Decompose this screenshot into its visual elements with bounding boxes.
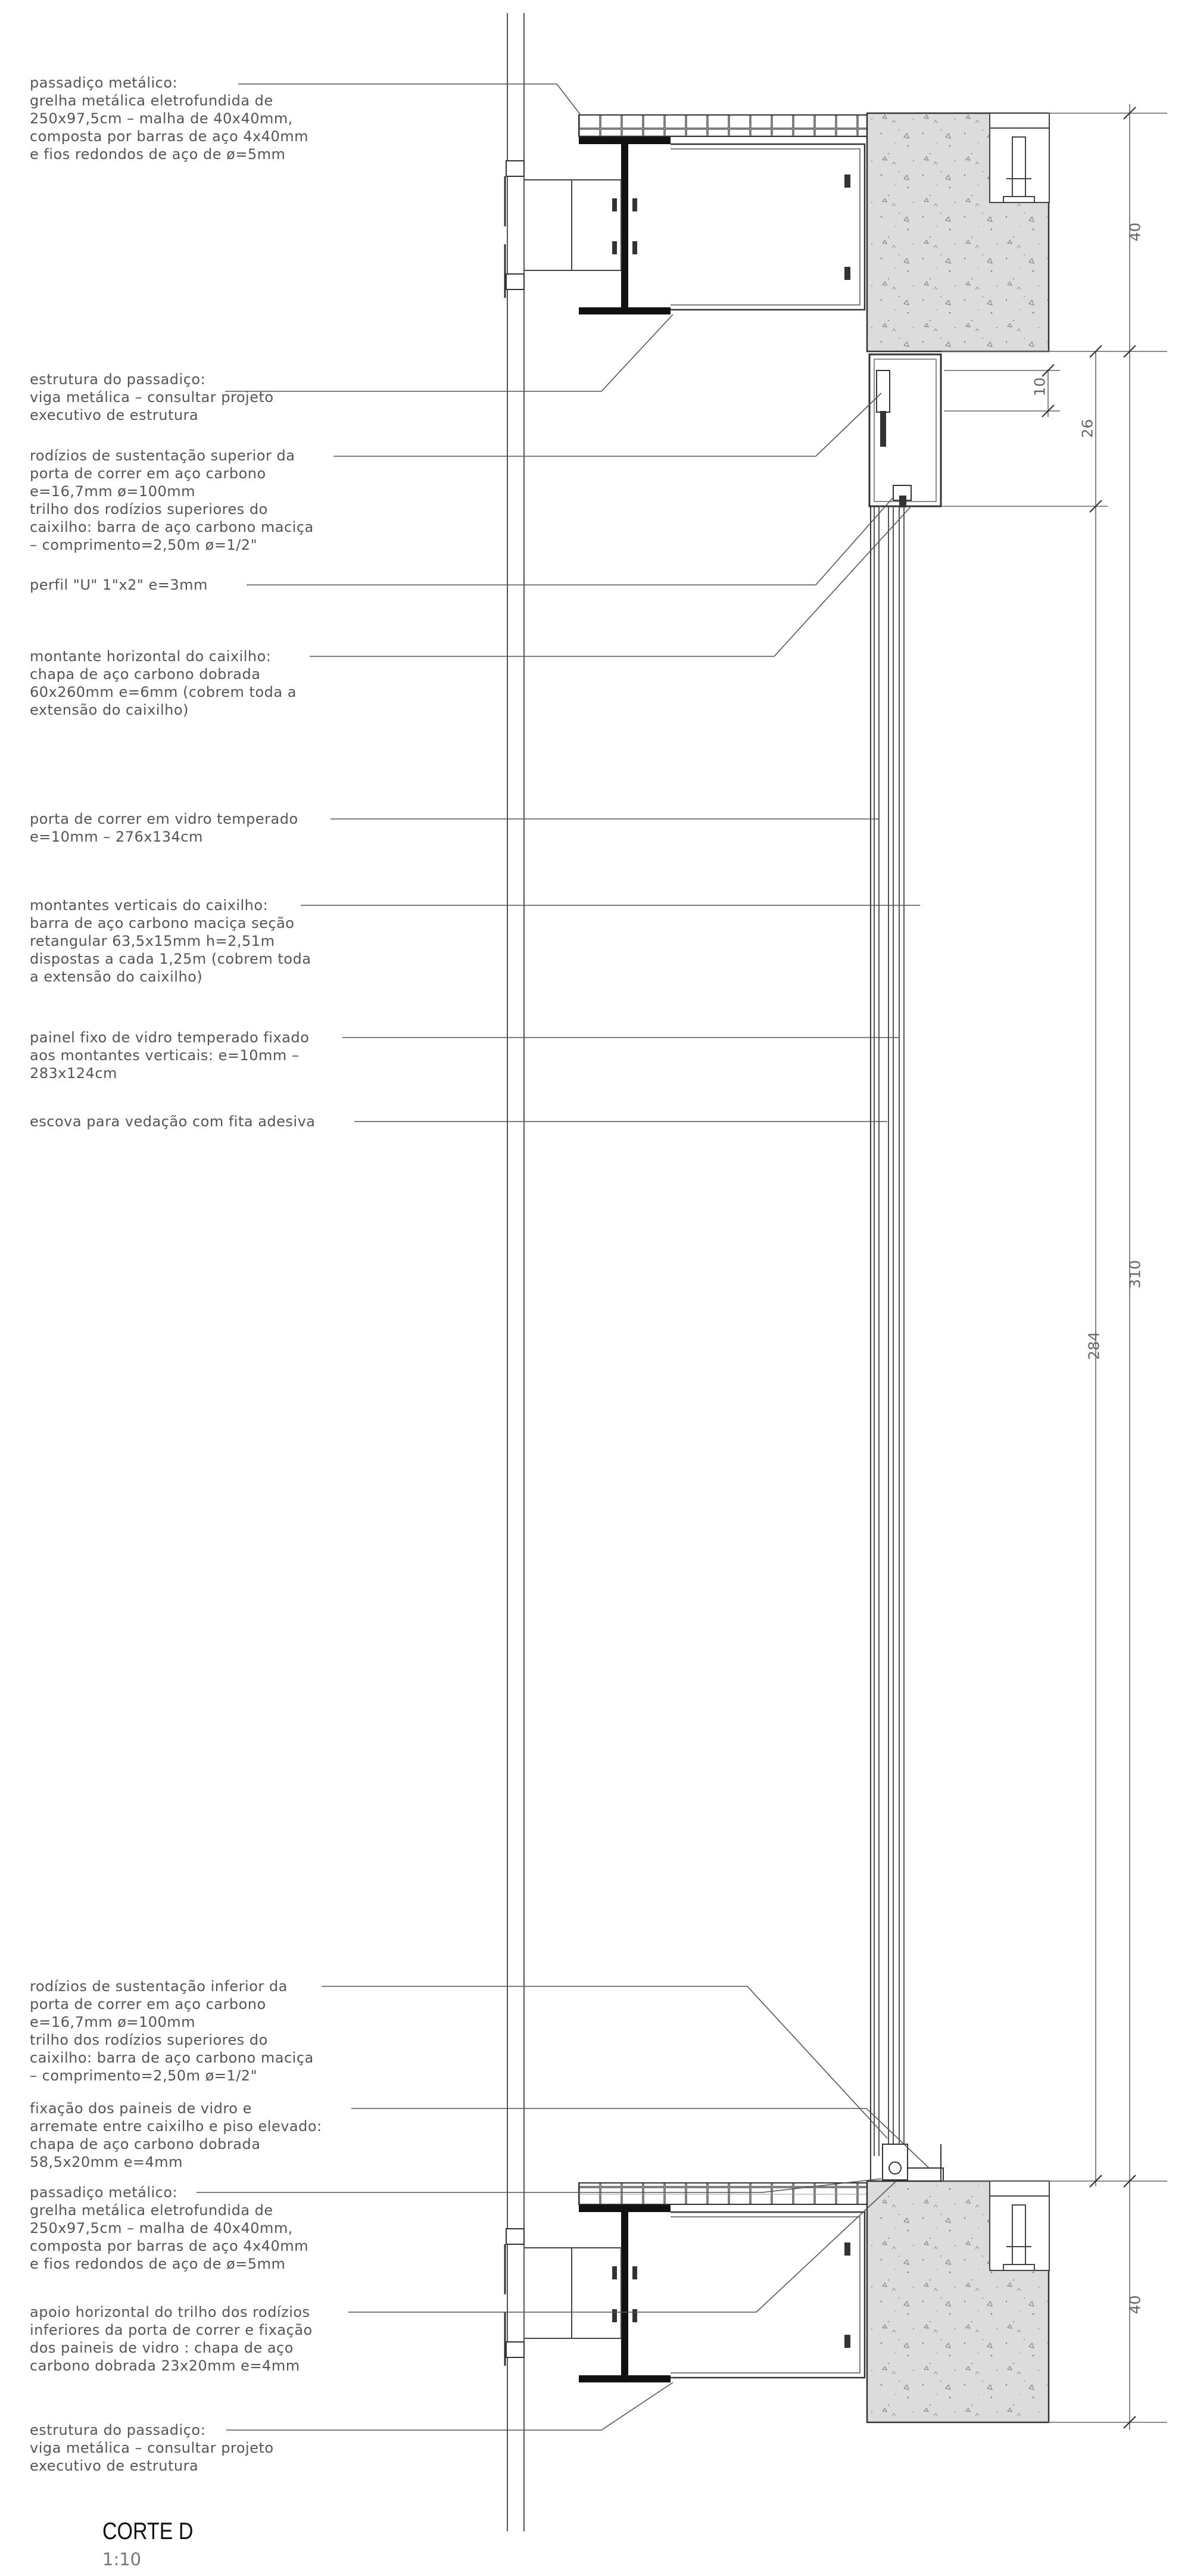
dim-total-height: 310 xyxy=(1126,1260,1144,1289)
note-line: retangular 63,5x15mm h=2,51m xyxy=(30,933,275,949)
bottom-walkway xyxy=(505,2183,867,2382)
note-rodizios-inferior xyxy=(30,1977,363,2085)
glass-panels xyxy=(874,506,904,2168)
dim-upper-frame: 26 xyxy=(1078,419,1096,438)
note-line: e=16,7mm ø=100mm xyxy=(30,2014,196,2030)
note-line: grelha metálica eletrofundida de xyxy=(30,2202,273,2219)
note-line: – comprimento=2,50m ø=1/2" xyxy=(30,2067,258,2084)
note-line: caixilho: barra de aço carbono maciça xyxy=(30,519,314,535)
note-line: a extensão do caixilho) xyxy=(30,968,203,985)
note-line: apoio horizontal do trilho dos rodízios xyxy=(30,2304,310,2320)
dim-top-slab: 40 xyxy=(1126,222,1144,242)
note-line: arremate entre caixilho e piso elevado: xyxy=(30,2118,322,2135)
note-passadico-bottom xyxy=(30,2183,363,2273)
note-line: chapa de aço carbono dobrada xyxy=(30,666,261,683)
note-line: montantes verticais do caixilho: xyxy=(30,897,269,914)
note-montantes-verticais xyxy=(30,896,363,986)
note-line: carbono dobrada 23x20mm e=4mm xyxy=(30,2357,300,2374)
note-line: trilho dos rodízios superiores do xyxy=(30,2032,268,2048)
note-line: grelha metálica eletrofundida de xyxy=(30,92,273,109)
note-line: trilho dos rodízios superiores do xyxy=(30,501,268,518)
note-painel-fixo xyxy=(30,1029,363,1082)
note-line: escova para vedação com fita adesiva xyxy=(30,1113,316,1130)
note-escova xyxy=(30,1113,363,1130)
note-line: e fios redondos de aço de ø=5mm xyxy=(30,146,286,163)
top-concrete-slab xyxy=(867,113,1049,351)
note-line: porta de correr em aço carbono xyxy=(30,1996,266,2013)
window-frame xyxy=(869,354,943,2183)
note-line: – comprimento=2,50m ø=1/2" xyxy=(30,537,258,553)
note-line: e=16,7mm ø=100mm xyxy=(30,483,196,500)
note-fixacao-paineis xyxy=(30,2100,363,2171)
note-line: composta por barras de aço 4x40mm xyxy=(30,2238,309,2254)
note-line: viga metálica – consultar projeto xyxy=(30,2440,274,2456)
note-line: executivo de estrutura xyxy=(30,2457,199,2474)
note-line: 58,5x20mm e=4mm xyxy=(30,2154,183,2170)
note-line: painel fixo de vidro temperado fixado xyxy=(30,1029,310,1046)
note-estrutura-bottom xyxy=(30,2421,363,2475)
note-line: rodízios de sustentação superior da xyxy=(30,447,295,464)
note-line: viga metálica – consultar projeto xyxy=(30,389,274,406)
bottom-grating xyxy=(579,2183,867,2204)
top-bolts xyxy=(612,175,850,280)
note-line: perfil "U" 1"x2" e=3mm xyxy=(30,577,208,593)
note-estrutura-top xyxy=(30,370,363,424)
note-line: composta por barras de aço 4x40mm xyxy=(30,128,309,145)
note-line: passadiço metálico: xyxy=(30,2184,178,2201)
dim-upper-detail: 10 xyxy=(1031,377,1049,397)
note-line: montante horizontal do caixilho: xyxy=(30,648,272,665)
note-montante-horizontal xyxy=(30,647,363,719)
note-passadico-top xyxy=(30,74,363,163)
note-line: executivo de estrutura xyxy=(30,407,199,423)
note-line: aos montantes verticais: e=10mm – xyxy=(30,1047,300,1064)
note-porta-correr xyxy=(30,810,363,846)
note-line: 60x260mm e=6mm (cobrem toda a xyxy=(30,684,297,700)
note-line: e=10mm – 276x134cm xyxy=(30,828,203,845)
note-line: passadiço metálico: xyxy=(30,74,178,91)
dim-bottom-slab: 40 xyxy=(1126,2295,1144,2315)
note-line: caixilho: barra de aço carbono maciça xyxy=(30,2049,314,2066)
bottom-concrete-slab xyxy=(867,2181,1049,2422)
top-i-beam xyxy=(579,137,671,314)
note-rodizios-superior xyxy=(30,447,363,554)
note-line: porta de correr em aço carbono xyxy=(30,465,266,482)
note-line: barra de aço carbono maciça seção xyxy=(30,915,295,932)
note-line: estrutura do passadiço: xyxy=(30,2422,206,2438)
top-walkway xyxy=(505,115,867,314)
note-line: rodízios de sustentação inferior da xyxy=(30,1978,288,1995)
drawing-scale: 1:10 xyxy=(102,2549,142,2569)
note-line: inferiores da porta de correr e fixação xyxy=(30,2322,313,2338)
top-grating xyxy=(579,115,867,136)
note-line: 250x97,5cm – malha de 40x40mm, xyxy=(30,2220,293,2237)
drawing-title: CORTE D xyxy=(102,2518,194,2544)
note-line: 283x124cm xyxy=(30,1065,117,1082)
note-apoio-horizontal xyxy=(30,2303,363,2375)
note-line: estrutura do passadiço: xyxy=(30,371,206,388)
dim-glass-height: 284 xyxy=(1085,1331,1103,1360)
bottom-i-beam xyxy=(579,2205,671,2382)
note-line: dispostas a cada 1,25m (cobrem toda xyxy=(30,951,311,967)
note-line: dos paineis de vidro : chapa de aço xyxy=(30,2340,294,2356)
note-line: 250x97,5cm – malha de 40x40mm, xyxy=(30,110,293,127)
note-line: extensão do caixilho) xyxy=(30,702,189,718)
note-line: porta de correr em vidro temperado xyxy=(30,811,298,827)
note-perfil-u xyxy=(30,576,363,594)
note-line: fixação dos paineis de vidro e xyxy=(30,2100,252,2117)
note-line: e fios redondos de aço de ø=5mm xyxy=(30,2256,286,2272)
note-line: chapa de aço carbono dobrada xyxy=(30,2136,261,2153)
